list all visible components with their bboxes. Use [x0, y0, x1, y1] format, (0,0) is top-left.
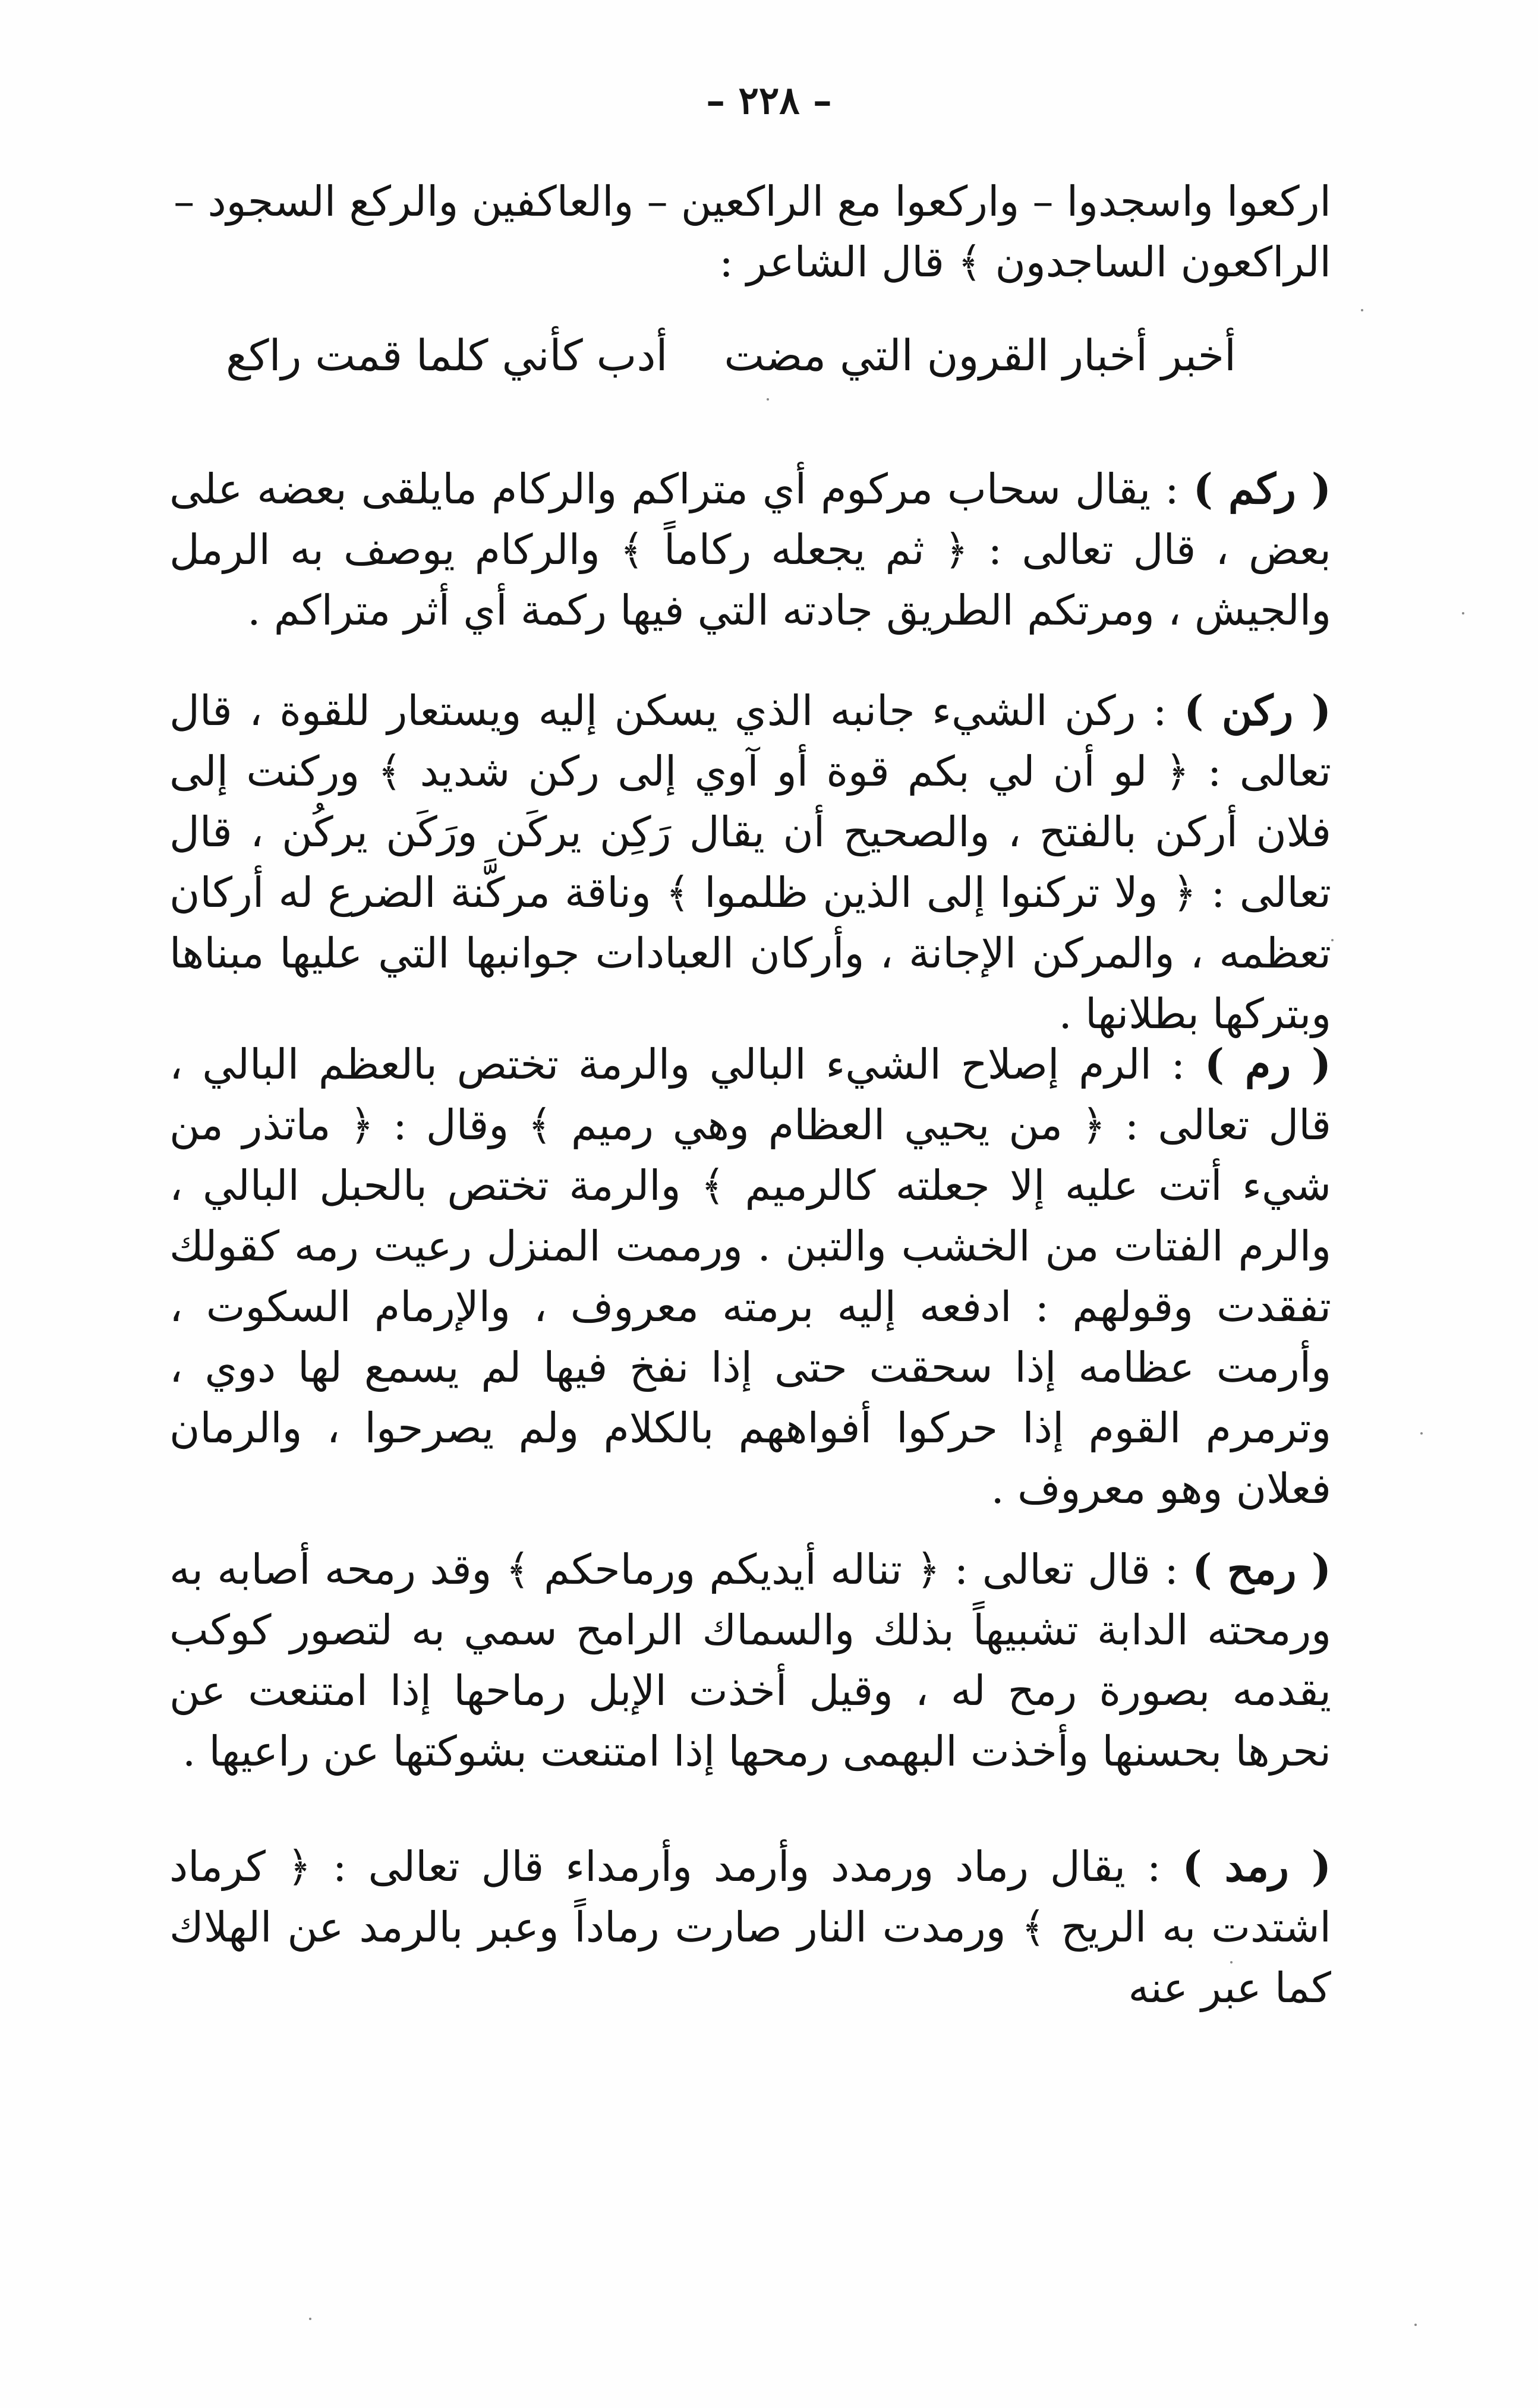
entry-term: ( ركن ) [1184, 686, 1331, 735]
entry-rakam [169, 459, 1331, 641]
entry-text: : قال تعالى : ﴿ تناله أيديكم ورماحكم ﴾ وقد رمحه أصابه به ورمحته الدابة تشبيهاً بذلك والسماك الرامح سمي به لتصور كوكب يقدمه بصورة رمح له ، وقيل أخذت الإبل رماحها إذا امتنعت عن نحرها بحسنها وأخذت البهمى رمحها إذا امتنعت بشوكتها عن راعيها . [169, 1545, 1331, 1776]
scan-speck [1462, 612, 1464, 614]
scan-speck [1331, 939, 1334, 941]
entry-ramad [169, 1836, 1331, 2018]
entry-term: ( رمد ) [1182, 1842, 1331, 1891]
intro-line-2: الراكعون الساجدون ﴾ قال الشاعر : [719, 238, 1331, 286]
entry-term: ( رم ) [1204, 1039, 1331, 1089]
entry-text: : الرم إصلاح الشيء البالي والرمة تختص بالعظم البالي ، قال تعالى : ﴿ من يحيي العظام وهي رميم ﴾ وقال : ﴿ ماتذر من شيء أتت عليه إلا جعلته كالرميم ﴾ والرمة تختص بالحبل البالي ، والرم الفتات من الخشب والتبن . ورممت المنزل رعيت رمه كقولك تفقدت وقولهم : ادفعه إليه برمته معروف ، والإرمام السكوت ، وأرمت عظامه إذا سحقت حتى إذا نفخ فيها لم يسمع لها دوي ، وترمرم القوم إذا حركوا أفواههم بالكلام ولم يصرحوا ، والرمان فعلان وهو معروف . [169, 1040, 1331, 1513]
poetry-verse [226, 326, 1236, 385]
verse-hemistich-2: أدب كأني كلما قمت راكع [226, 330, 668, 380]
scan-speck [1230, 1961, 1233, 1963]
scan-speck [1414, 2324, 1417, 2326]
entry-ram [169, 1034, 1331, 1519]
scan-speck [767, 398, 769, 401]
entry-ramh [169, 1539, 1331, 1782]
entry-term: ( رمح ) [1192, 1545, 1331, 1594]
verse-hemistich-1: أخبر أخبار القرون التي مضت [724, 330, 1236, 380]
intro-paragraph [169, 171, 1331, 292]
scan-speck [309, 2318, 311, 2320]
entry-text: : ركن الشيء جانبه الذي يسكن إليه ويستعار للقوة ، قال تعالى : ﴿ لو أن لي بكم قوة أو آوي إلى ركن شديد ﴾ وركنت إلى فلان أركن بالفتح ، والصحيح أن يقال رَكِن يركَن ورَكَن يركُن ، قال تعالى : ﴿ ولا تركنوا إلى الذين ظلموا ﴾ وناقة مركَّنة الضرع له أركان تعظمه ، والمركن الإجانة ، وأركان العبادات جوانبها التي عليها مبناها وبتركها بطلانها . [169, 686, 1331, 1038]
intro-line-1: اركعوا واسجدوا – واركعوا مع الراكعين – والعاكفين والركع السجود – [174, 177, 1331, 226]
entry-rukn [169, 680, 1331, 1044]
entry-text: : يقال سحاب مركوم أي متراكم والركام مايلقى بعضه على بعض ، قال تعالى : ﴿ ثم يجعله ركاماً ﴾ والركام يوصف به الرمل والجيش ، ومرتكم الطريق جادته التي فيها ركمة أي أثر متراكم . [169, 465, 1332, 635]
entry-text: : يقال رماد ورمدد وأرمد وأرمداء قال تعالى : ﴿ كرماد اشتدت به الريح ﴾ ورمدت النار صارت رماداً وعبر بالرمد عن الهلاك كما عبر عنه [169, 1842, 1331, 2012]
scan-speck [1420, 1432, 1423, 1435]
scan-speck [1361, 309, 1363, 311]
entry-term: ( ركم ) [1193, 464, 1331, 513]
page-number: – ٢٢٨ – [706, 78, 832, 123]
